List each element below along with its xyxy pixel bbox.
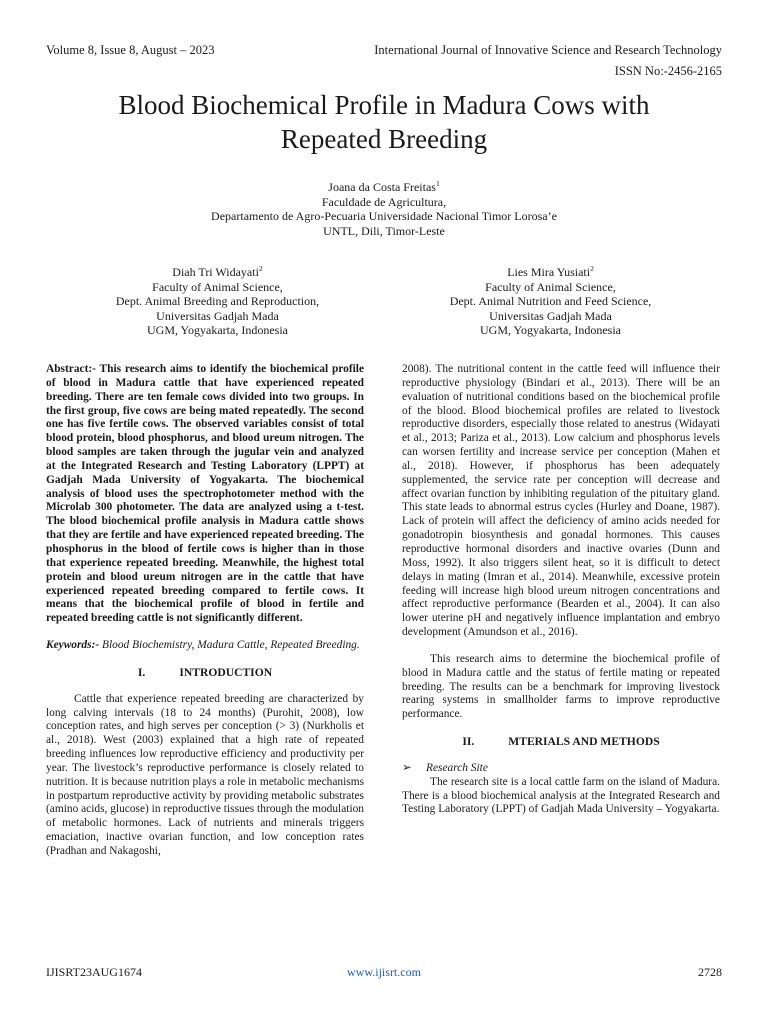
author-2-affil-1: Faculty of Animal Science, — [152, 279, 283, 294]
paper-title — [46, 88, 722, 156]
section-heading-introduction — [46, 666, 364, 680]
section-1-number: I. — [137, 665, 146, 679]
author-2-name: Diah Tri Widayati — [172, 265, 259, 279]
intro-paragraph-2: This research aims to determine the biochemical profile of blood in Madura cattle and the status of fertile mating or repeated breeding. The results can be a benchmark for improving livestock rearing systems in smallholder farms to improve reproductive performance. — [402, 652, 720, 721]
author-3 — [393, 265, 708, 338]
intro-paragraph-1-continued: 2008). The nutritional content in the cattle feed will influence their reproductive physiology (Bindari et al., 2013). There will be an evaluation of nutritional conditions based on the biochemical profile of the blood. Blood biochemical profiles are related to livestock reproductive disorders, especially those related to anestrus (Widayati et al., 2013; Pariza et al., 2013). Low calcium and phosphorus levels can worsen fertility and increase service per conception (Mahen et al., 2018). However, if phosphorus has been adequately supplemented, the service rate per conception will decrease and affect ovarian function by inhibiting regulation of the pituitary gland. This state leads to abnormal estrus cycles (Hurley and Doane, 1987). Lack of protein will affect the deficiency of amino acids needed for gonadotropin biosynthesis and gonadal hormones. This causes reproductive hormonal disorders and inactive ovaries (Dunn and Moss, 1992). It also triggers silent heat, so it is difficult to detect delays in mating (Imran et al., 2014). Meanwhile, excessive protein feeding will increase high blood ureum nitrogen concentrations and affect reproductive performance (Bearden et al., 2004). It can also lower uterine pH and negatively influence implantation and embryo development (Amundson et al., 2016). — [402, 363, 720, 639]
intro-paragraph-1: Cattle that experience repeated breeding are characterized by long calving intervals (18 to 24 months) (Purohit, 2008), low conception rates, and high serves per conception (> 3) (Nurkholis et al., 2018). West (2003) explained that a high rate of repeated breeding influences low reproductive efficiency and productivity per year. The livestock’s reproductive performance is closely related to nutrition. It is because nutrition plays a role in metabolic mechanisms in postpartum reproductive activity by providing metabolic substrates (amino acids, glucose) in reproductive tissues through the modulation of metabolic hormones. Lack of nutrients and minerals triggers emaciation, inactive ovarian function, and low conception rates (Pradhan and Nakagoshi, — [46, 692, 364, 857]
author-1 — [150, 180, 618, 238]
left-column — [46, 363, 364, 859]
abstract: Abstract:- This research aims to identify the biochemical profile of blood in Madura cattle that have experienced repeated breeding. There are ten female cows divided into two groups. In the first group, five cows are being mated repeatedly. The second one has five fertile cows. The observed variables consist of total blood protein, blood phosphorus, and blood ureum nitrogen. The blood samples are taken through the jugular vein and analyzed at the Integrated Research and Testing Laboratory (LPPT) at Gadjah Mada University of Yogyakarta. The biochemical analysis of blood uses the spectrophotometer method with the Microlab 300 photometer. The data are analyzed using a t-test. The blood biochemical profile analysis in Madura cattle shows that they are fertile and have experienced repeated breeding. The phosphorus in the blood of fertile cows is higher than in those that experience repeated breeding. Meanwhile, the highest total protein and blood ureum nitrogen are in the cattle that have experienced repeated breeding compared to fertile cows. It means that the biochemical profile of blood in fertile and repeated breeding cattle is not significantly different. — [46, 363, 364, 625]
author-2-affil-4: UGM, Yogyakarta, Indonesia — [147, 323, 288, 337]
author-1-sup: 1 — [435, 179, 440, 188]
author-2-affil-2: Dept. Animal Breeding and Reproduction, — [115, 294, 320, 308]
volume-info: Volume 8, Issue 8, August – 2023 — [46, 43, 215, 57]
arrow-bullet-icon: ➢ — [402, 761, 412, 774]
author-1-name: Joana da Costa Freitas — [328, 180, 436, 194]
section-2-title: MTERIALS AND METHODS — [508, 735, 660, 749]
author-3-sup: 2 — [590, 264, 594, 273]
section-heading-methods — [402, 735, 720, 749]
research-site-paragraph: The research site is a local cattle farm on the island of Madura. There is a blood biochemical analysis at the Integrated Research and Testing Laboratory (LPPT) of Gadjah Mada University – Yogyakarta. — [402, 775, 720, 816]
journal-url-link[interactable]: www.ijisrt.com — [347, 965, 421, 979]
author-2 — [60, 265, 375, 338]
title-line-1: Blood Biochemical Profile in Madura Cows with — [118, 90, 650, 120]
keywords-text: Blood Biochemistry, Madura Cattle, Repeated Breeding. — [102, 639, 360, 652]
author-1-affil-3: UNTL, Dili, Timor-Leste — [323, 223, 445, 238]
author-3-name: Lies Mira Yusiati — [507, 265, 591, 279]
right-column — [402, 363, 720, 817]
section-1-title: INTRODUCTION — [179, 665, 273, 679]
subsection-title: Research Site — [426, 761, 488, 774]
author-1-affil-2: Departamento de Agro-Pecuaria Universidade Nacional Timor Lorosa’e — [211, 209, 557, 223]
author-3-affil-2: Dept. Animal Nutrition and Feed Science, — [449, 294, 652, 308]
author-3-affil-4: UGM, Yogyakarta, Indonesia — [480, 323, 621, 337]
author-2-sup: 2 — [258, 264, 263, 273]
title-line-2: Repeated Breeding — [280, 124, 488, 154]
author-3-affil-1: Faculty of Animal Science, — [485, 279, 616, 294]
author-2-affil-3: Universitas Gadjah Mada — [156, 308, 279, 323]
keywords — [46, 639, 364, 653]
page-number: 2728 — [698, 965, 722, 979]
keywords-label: Keywords:- — [46, 639, 100, 652]
paper-code: IJISRT23AUG1674 — [46, 965, 142, 979]
subsection-heading — [402, 762, 720, 776]
section-2-number: II. — [462, 735, 475, 749]
journal-name: International Journal of Innovative Science and Research Technology — [374, 43, 722, 57]
author-1-affil-1: Faculdade de Agricultura, — [321, 194, 447, 209]
issn: ISSN No:-2456-2165 — [614, 64, 722, 78]
author-3-affil-3: Universitas Gadjah Mada — [489, 308, 612, 323]
